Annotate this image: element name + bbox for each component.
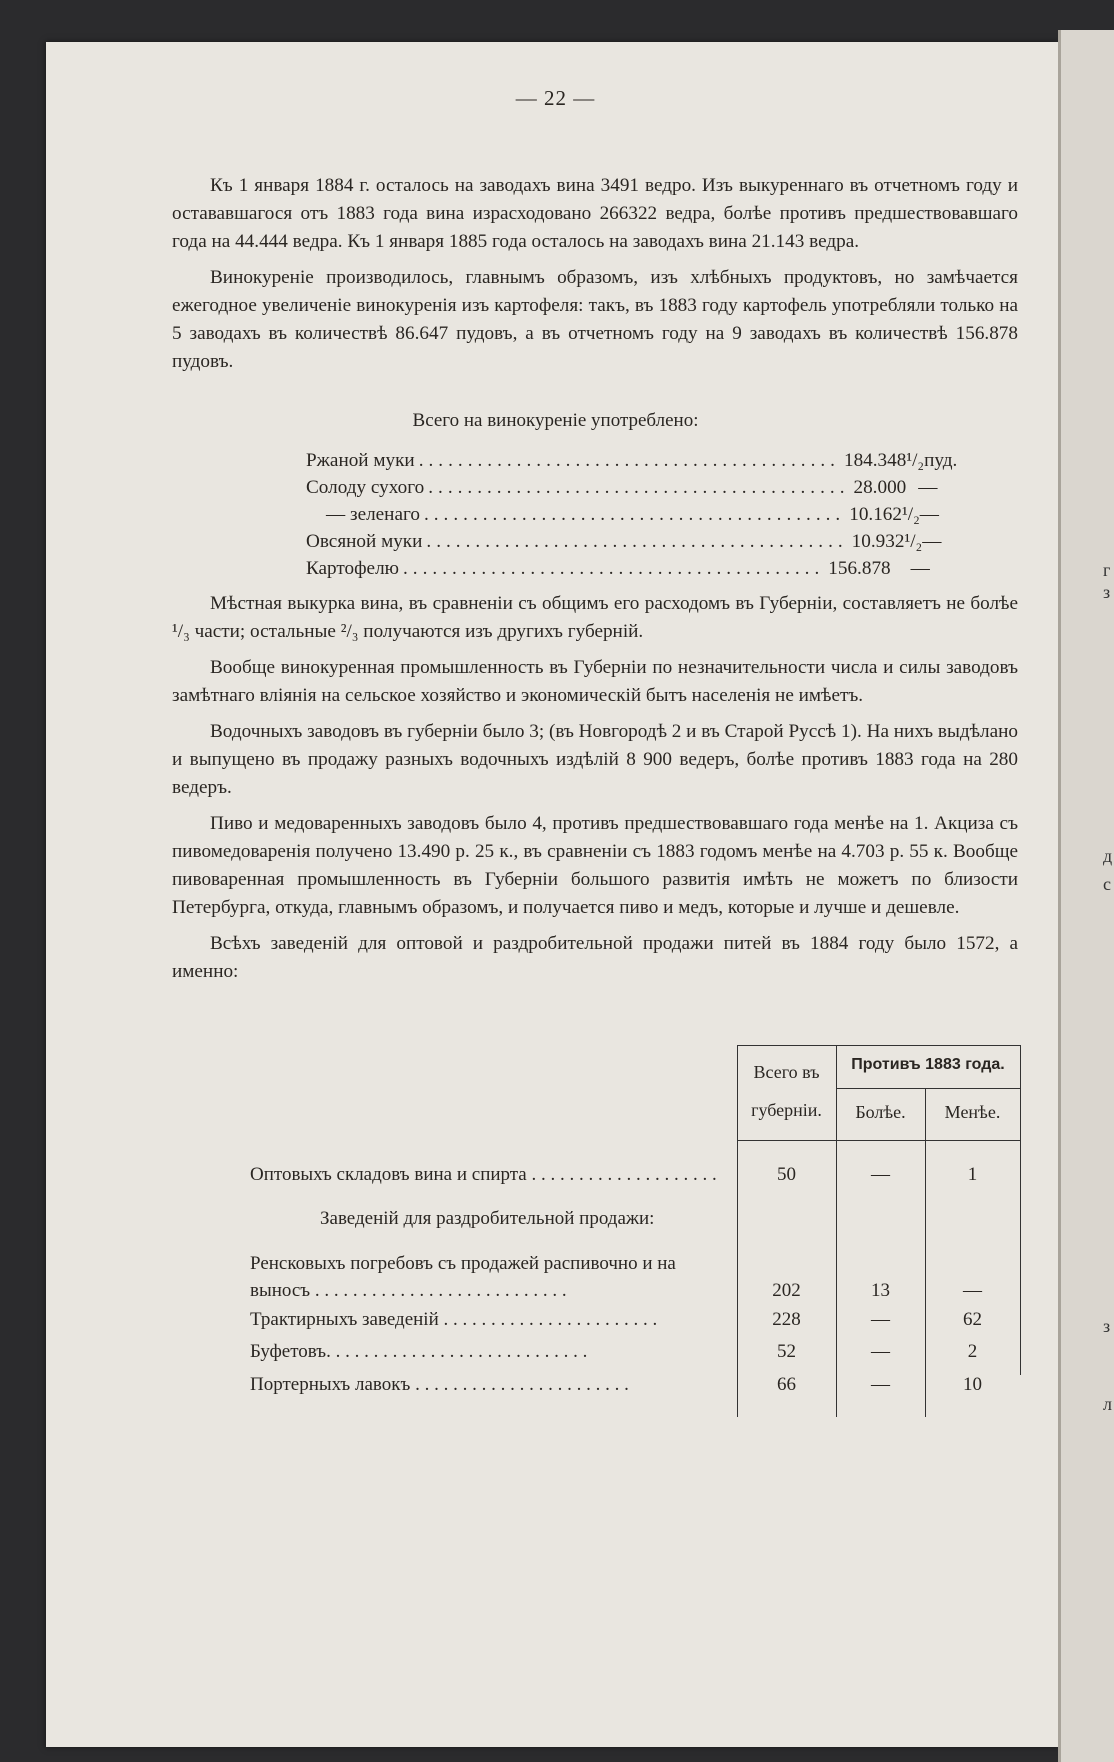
consumption-row — [306, 504, 946, 531]
table-row-label: Буфетовъ. . . . . . . . . . . . . . . . . . . . . . . . . . . . — [250, 1341, 588, 1362]
item-label: Солоду сухого — [306, 477, 425, 498]
table-col-line — [1020, 1045, 1021, 1375]
item-value: 10.162¹/₂ — [849, 504, 920, 525]
edge-letter: з — [1103, 582, 1111, 602]
paragraph: Всѣхъ заведеній для оптовой и раздробительной продажи питей въ 1884 году было 1572, а именно: — [172, 933, 1018, 982]
cell-less: 1 — [967, 1164, 978, 1185]
cell-more: — — [871, 1164, 890, 1185]
edge-letter: д — [1103, 846, 1113, 866]
cell-total: 228 — [772, 1309, 801, 1330]
consumption-list — [306, 450, 958, 585]
paragraph: Пиво и медоваренныхъ заводовъ было 4, противъ предшествовавшаго года менѣе на 1. Акциза съ пивомедоваренія получено 13.490 р. 25 к., въ сравненіи съ 1883 годомъ менѣе на 4.703 р. 55 к. Вообще пивоваренная промышленность въ Губерніи большого развитія имѣть не можетъ по близости Петербурга, откуда, главнымъ образомъ, и получается пиво и медъ, которые и лучше и дешевле. — [172, 813, 1018, 918]
item-label: Овсяной муки — [306, 531, 423, 552]
leader-dots: ........................................... — [423, 504, 846, 525]
consumption-row — [306, 477, 946, 504]
table-sub-line — [836, 1088, 1020, 1089]
section-label: Заведеній для раздробительной продажи: — [320, 1208, 655, 1229]
item-value: 28.000 — [853, 477, 907, 498]
table-row-label: Портерныхъ лавокъ . . . . . . . . . . . . . . . . . . . . . . . — [250, 1374, 629, 1395]
cell-less: 2 — [967, 1341, 978, 1362]
header-vs-1883: Противъ 1883 года. — [851, 1056, 1005, 1073]
leader-dots: ........................................... — [403, 558, 825, 579]
table-col-line — [925, 1088, 926, 1417]
table-row-label: Оптовыхъ складовъ вина и спирта . . . . . . . . . . . . . . . . . . . . — [250, 1164, 717, 1185]
table-row-label: выносъ . . . . . . . . . . . . . . . . . . . . . . . . . . . — [250, 1280, 567, 1301]
leader-dots: ........................................... — [426, 531, 848, 552]
paragraph: Винокуреніе производилось, главнымъ образомъ, изъ хлѣбныхъ продуктовъ, но замѣчается ежегодное увеличеніе винокуренія изъ картофеля: такъ, въ 1883 году картофель употребляли только на 5 заводахъ въ количествѣ 86.647 пудовъ, а въ отчетномъ году на 9 заводахъ въ количествѣ 156.878 пудовъ. — [172, 267, 1018, 372]
leader-dots: ........................................... — [428, 477, 850, 498]
item-value: 10.932¹/₂ — [851, 531, 923, 552]
leader-dots: ........................................... — [418, 450, 840, 471]
item-unit: — — [910, 558, 930, 579]
next-page-edge — [1058, 30, 1114, 1762]
cell-more: — — [871, 1341, 890, 1362]
item-unit: — — [922, 531, 942, 552]
edge-letter: г — [1103, 560, 1111, 580]
cell-more: 13 — [871, 1280, 890, 1301]
cell-more: — — [871, 1309, 890, 1330]
cell-total: 52 — [777, 1341, 796, 1362]
edge-letter: з — [1103, 1316, 1111, 1336]
paragraph: Вообще винокуренная промышленность въ Губерніи по незначительности числа и силы заводовъ замѣтнаго вліянія на сельское хозяйство и экономическій бытъ населенія не имѣетъ. — [172, 657, 1018, 706]
cell-total: 202 — [772, 1280, 801, 1301]
cell-less: — — [963, 1280, 982, 1301]
paragraph: Мѣстная выкурка вина, въ сравненіи съ общимъ его расходомъ въ Губерніи, составляетъ не болѣе ¹/₃ части; остальные ²/₃ получаются изъ другихъ губерній. — [172, 593, 1018, 642]
cell-less: 10 — [963, 1374, 982, 1395]
item-unit: — — [918, 477, 938, 498]
edge-letter: л — [1103, 1394, 1112, 1414]
item-unit: — — [919, 504, 939, 525]
body-text — [172, 590, 1018, 986]
header-total-2: губерніи. — [751, 1100, 822, 1120]
consumption-title: Всего на винокуреніе употреблено: — [412, 410, 699, 431]
consumption-row — [306, 450, 958, 477]
page-number: — 22 — — [515, 86, 596, 110]
item-value: 184.348¹/₂ — [843, 450, 925, 471]
table-top-line — [737, 1045, 1020, 1046]
header-less: Менѣе. — [944, 1102, 1001, 1122]
item-label: Картофелю — [306, 558, 399, 579]
cell-more: — — [871, 1374, 890, 1395]
item-unit: пуд. — [924, 450, 958, 471]
intro-text — [172, 172, 1018, 376]
cell-total: 50 — [777, 1164, 796, 1185]
table-row-label: Трактирныхъ заведеній . . . . . . . . . . . . . . . . . . . . . . . — [250, 1309, 658, 1330]
item-value: 156.878 — [828, 558, 891, 579]
consumption-row — [306, 558, 946, 585]
edge-letter: с — [1103, 874, 1111, 894]
header-total-1: Всего въ — [753, 1062, 820, 1082]
item-label: Ржаной муки — [306, 450, 415, 471]
table-header-line — [737, 1140, 1020, 1141]
header-more: Болѣе. — [855, 1102, 906, 1122]
cell-less: 62 — [963, 1309, 982, 1330]
table-row-label: Ренсковыхъ погребовъ съ продажей распивочно и на — [250, 1253, 676, 1274]
consumption-row — [306, 531, 946, 558]
paragraph: Водочныхъ заводовъ въ губерніи было 3; (въ Новгородѣ 2 и въ Старой Руссѣ 1). На нихъ выдѣлано и выпущено въ продажу разныхъ водочныхъ издѣлій 8 900 ведеръ, болѣе противъ 1883 года на 280 ведеръ. — [172, 721, 1018, 798]
paragraph: Къ 1 января 1884 г. осталось на заводахъ вина 3491 ведро. Изъ выкуреннаго въ отчетномъ году и остававшагося отъ 1883 года вина израсходовано 266322 ведра, болѣе противъ предшествовавшаго года на 44.444 ведра. Къ 1 января 1885 года осталось на заводахъ вина 21.143 ведра. — [172, 175, 1018, 252]
cell-total: 66 — [777, 1374, 796, 1395]
item-label: — зеленаго — [326, 504, 420, 525]
